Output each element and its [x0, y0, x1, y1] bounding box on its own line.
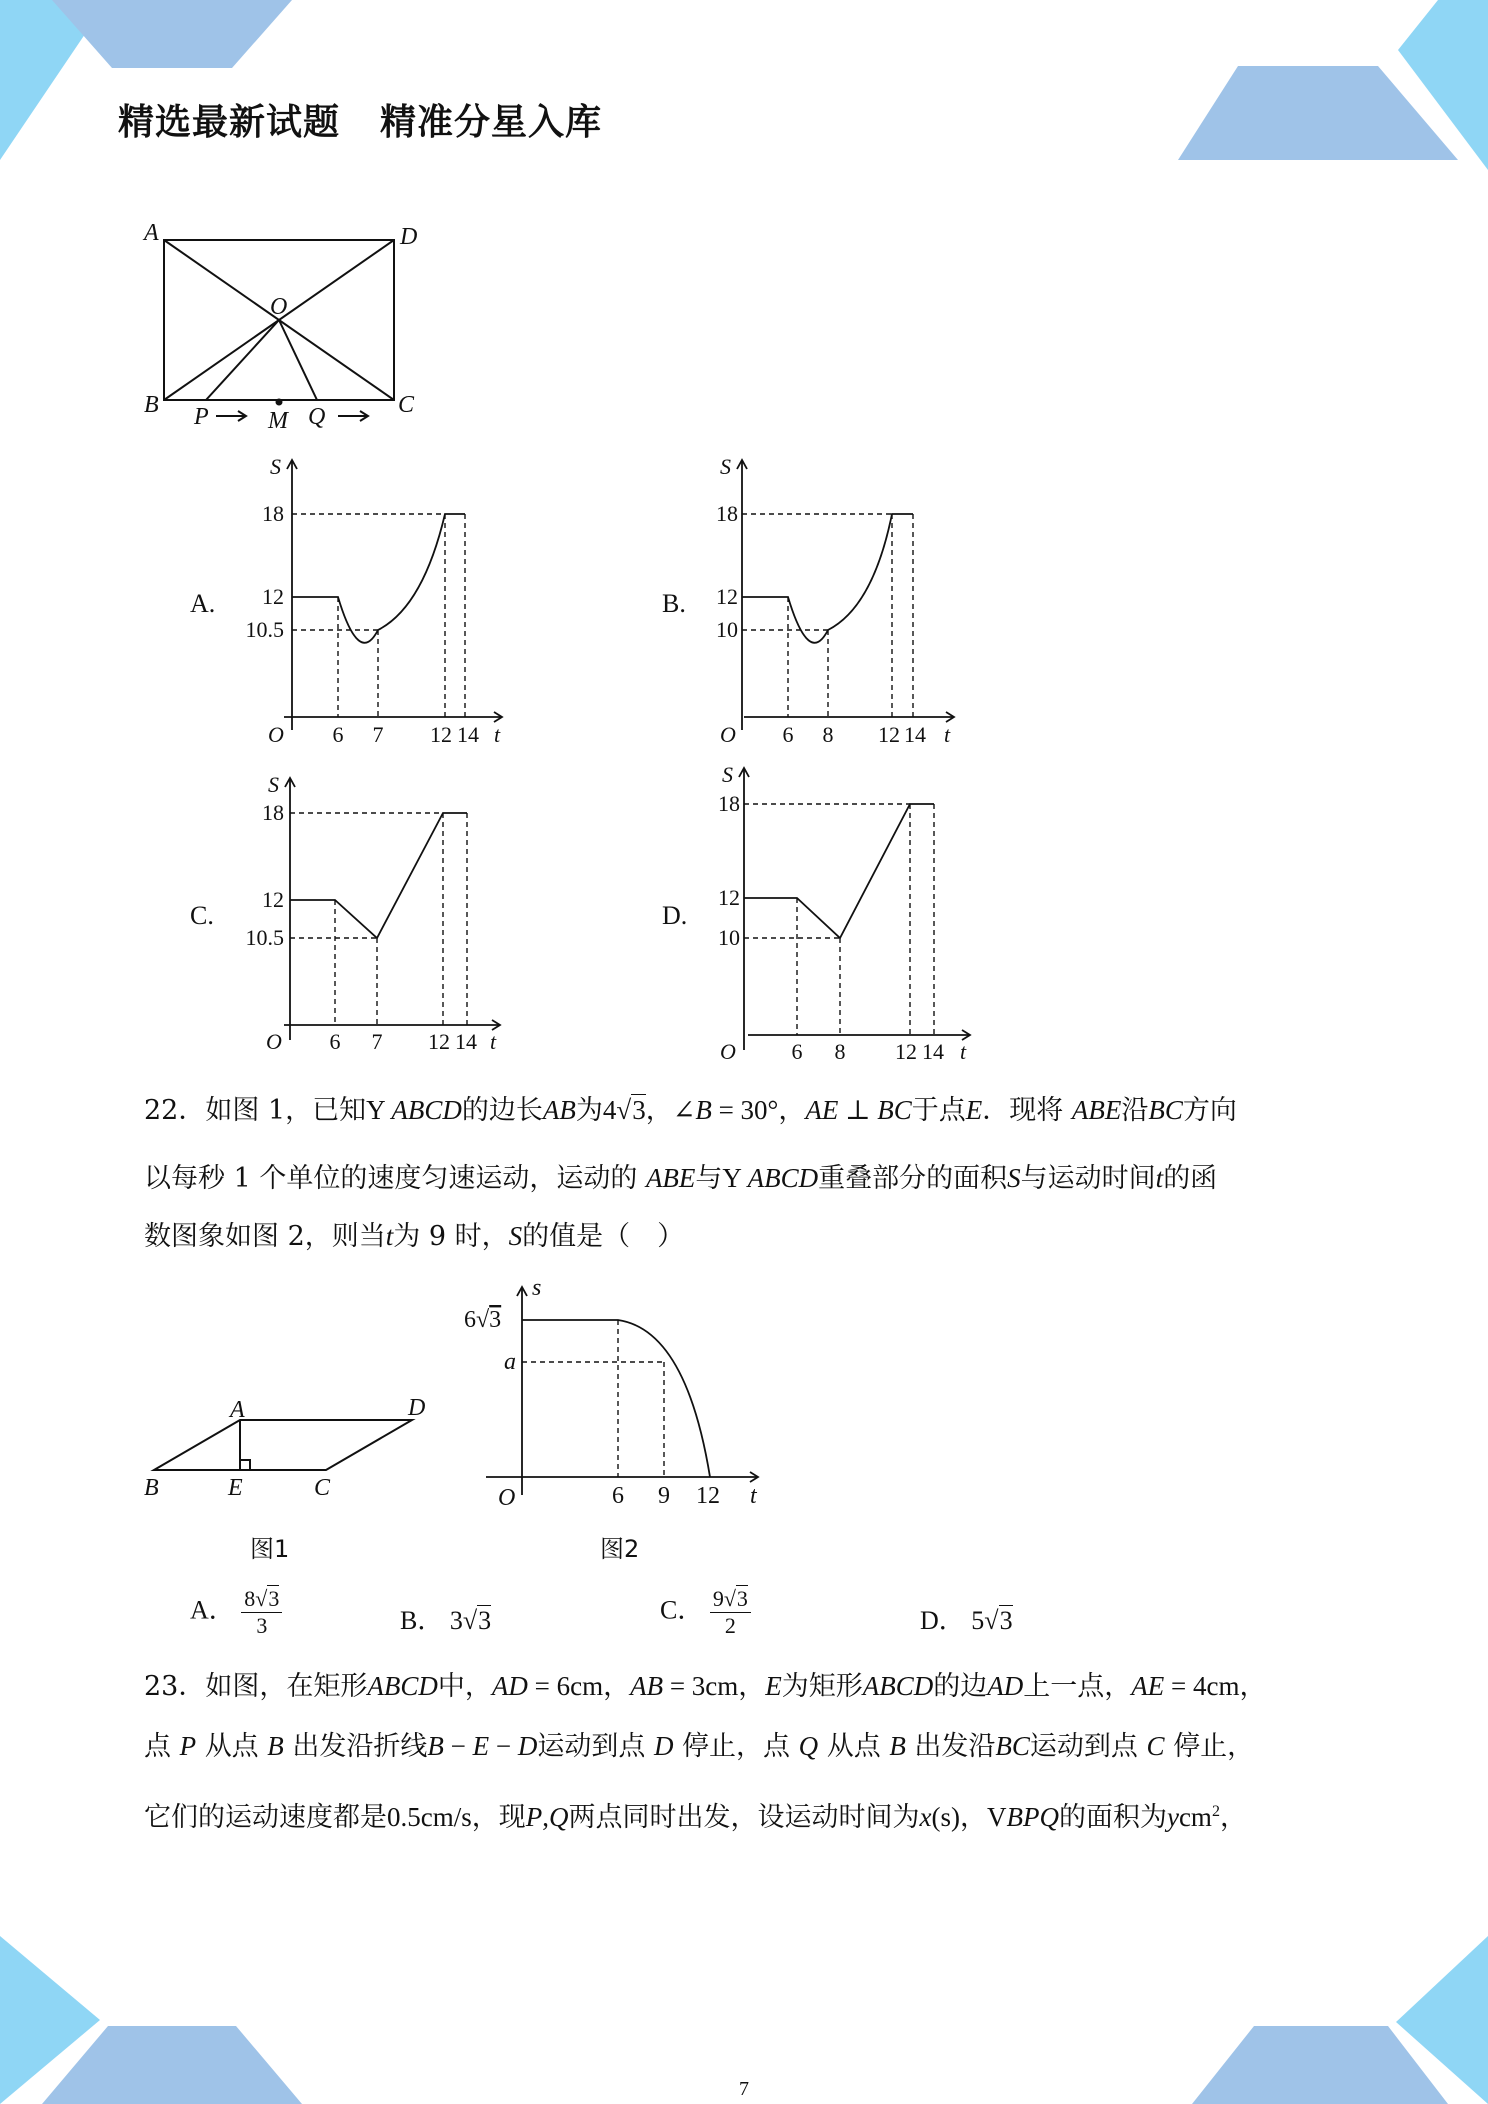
q22-line-1: 22．如图 1，已知Y ABCD的边长AB为4√3，∠B = 30°，AE ⊥ BC于点E．现将 ABE沿BC方向	[144, 1095, 1237, 1126]
y-tick-18: 18	[262, 501, 284, 526]
label-a: A	[144, 220, 159, 246]
q23-line-2: 点 P 从点 B 出发沿折线B − E − D运动到点 D 停止，点 Q 从点 B 出发沿BC运动到点 C 停止，	[144, 1731, 1255, 1762]
y-tick-min: 10	[716, 617, 738, 642]
function-curve	[742, 514, 913, 643]
label-b: B	[144, 1475, 159, 1501]
origin-label: O	[498, 1485, 516, 1511]
x-axis-label: t	[750, 1483, 757, 1509]
label-m: M	[268, 408, 288, 434]
x-axis-label: t	[494, 722, 501, 747]
x-tick-1: 6	[332, 722, 344, 747]
q23-line-1: 23．如图，在矩形ABCD中，AD = 6cm，AB = 3cm，E为矩形ABCD的边AD上一点，AE = 4cm，	[144, 1671, 1267, 1702]
x-tick-3: 12	[878, 722, 900, 747]
q22-option-a[interactable]: A． $\frac{8√3}{3}$	[190, 1586, 282, 1639]
label-o: O	[270, 294, 288, 320]
y-tick-12: 12	[718, 885, 740, 910]
graph-option-d	[652, 760, 992, 1070]
x-tick-2: 7	[372, 722, 384, 747]
option-letter: A.	[190, 589, 216, 618]
y-axis-label: S	[722, 762, 733, 787]
q22-number: 22．	[144, 1095, 206, 1126]
rectangle-figure	[140, 222, 460, 432]
header-title	[118, 94, 602, 145]
x-tick-4: 14	[457, 722, 479, 747]
origin-label: O	[720, 722, 736, 747]
y-tick-12: 12	[262, 887, 284, 912]
graph-option-c	[180, 770, 520, 1060]
x-tick-1: 6	[782, 722, 794, 747]
y-axis-label: S	[720, 454, 731, 479]
x-tick-2: 8	[834, 1039, 846, 1064]
x-axis-label: t	[944, 722, 951, 747]
fraction: $\frac{8√3}{3}$	[241, 1586, 282, 1639]
x-tick-2: 7	[371, 1029, 383, 1054]
y-tick-12: 12	[262, 584, 284, 609]
function-curve	[292, 514, 465, 643]
point-m	[276, 399, 283, 406]
segment-op	[206, 320, 279, 400]
q22-option-d[interactable]: D． 5√3	[920, 1606, 1013, 1635]
y-tick-12: 12	[716, 584, 738, 609]
x-tick-4: 14	[904, 722, 926, 747]
graph-option-b	[652, 452, 992, 752]
q22-line-2: 以每秒 1 个单位的速度匀速运动，运动的 ABE与Y ABCD重叠部分的面积S与运动时间t的函	[144, 1163, 1218, 1194]
q22-figure-2	[458, 1275, 778, 1575]
y-axis-label: S	[268, 772, 279, 797]
header-title-right: 精准分星入库	[380, 102, 603, 143]
x-tick-9: 9	[658, 1483, 670, 1509]
graph-option-a	[180, 452, 520, 752]
y-axis-label: s	[532, 1275, 542, 1301]
label-d: D	[408, 1395, 426, 1421]
label-a: A	[230, 1397, 245, 1423]
fig2-caption: 图2	[600, 1535, 640, 1563]
function-curve	[522, 1320, 710, 1477]
page-number: 7	[739, 2078, 749, 2100]
top-left-trapezoid	[52, 0, 292, 68]
x-tick-1: 6	[329, 1029, 341, 1054]
x-tick-3: 12	[428, 1029, 450, 1054]
x-tick-3: 12	[895, 1039, 917, 1064]
label-c: C	[314, 1475, 331, 1501]
x-tick-4: 14	[455, 1029, 477, 1054]
top-right-trapezoid	[1178, 66, 1458, 160]
x-tick-4: 14	[922, 1039, 944, 1064]
q22-line-3: 数图象如图 2，则当t为 9 时，S的值是（ ）	[144, 1221, 685, 1252]
right-angle-mark	[240, 1460, 250, 1470]
q22-option-b[interactable]: B． 3√3	[400, 1606, 492, 1635]
label-e: E	[228, 1475, 243, 1501]
origin-label: O	[720, 1039, 736, 1064]
q22-option-c[interactable]: C． $\frac{9√3}{2}$	[660, 1586, 751, 1639]
y-tick-18: 18	[716, 501, 738, 526]
x-axis-label: t	[960, 1039, 967, 1064]
x-axis-label: t	[490, 1029, 497, 1054]
q23-line-3: 它们的运动速度都是0.5cm/s，现P,Q两点同时出发，设运动时间为x(s)，VBPQ的面积为ycm$^2$，	[144, 1802, 1247, 1833]
fraction: $\frac{9√3}{2}$	[710, 1586, 751, 1639]
parallelogram-abcd	[154, 1420, 412, 1470]
label-b: B	[144, 392, 159, 418]
function-curve	[290, 813, 467, 938]
y-tick-top: 6√3	[464, 1307, 502, 1333]
y-tick-18: 18	[718, 791, 740, 816]
function-curve	[744, 804, 934, 938]
x-tick-1: 6	[791, 1039, 803, 1064]
y-tick-min: 10.5	[245, 617, 284, 642]
x-tick-3: 12	[430, 722, 452, 747]
label-c: C	[398, 392, 415, 418]
label-d: D	[400, 224, 418, 250]
x-tick-2: 8	[822, 722, 834, 747]
label-p: P	[194, 404, 209, 430]
fig1-caption: 图1	[250, 1535, 290, 1563]
option-letter: C.	[190, 901, 214, 930]
y-tick-a: a	[504, 1349, 516, 1375]
x-tick-6: 6	[612, 1483, 624, 1509]
y-tick-min: 10	[718, 925, 740, 950]
origin-label: O	[268, 722, 284, 747]
option-letter: B.	[662, 589, 686, 618]
label-q: Q	[308, 404, 326, 430]
origin-label: O	[266, 1029, 282, 1054]
q22-figure-1	[140, 1385, 460, 1565]
x-tick-12: 12	[696, 1483, 720, 1509]
y-tick-min: 10.5	[245, 925, 284, 950]
header-title-left: 精选最新试题	[118, 102, 341, 143]
option-letter: D.	[662, 901, 688, 930]
y-tick-18: 18	[262, 800, 284, 825]
y-axis-label: S	[270, 454, 281, 479]
